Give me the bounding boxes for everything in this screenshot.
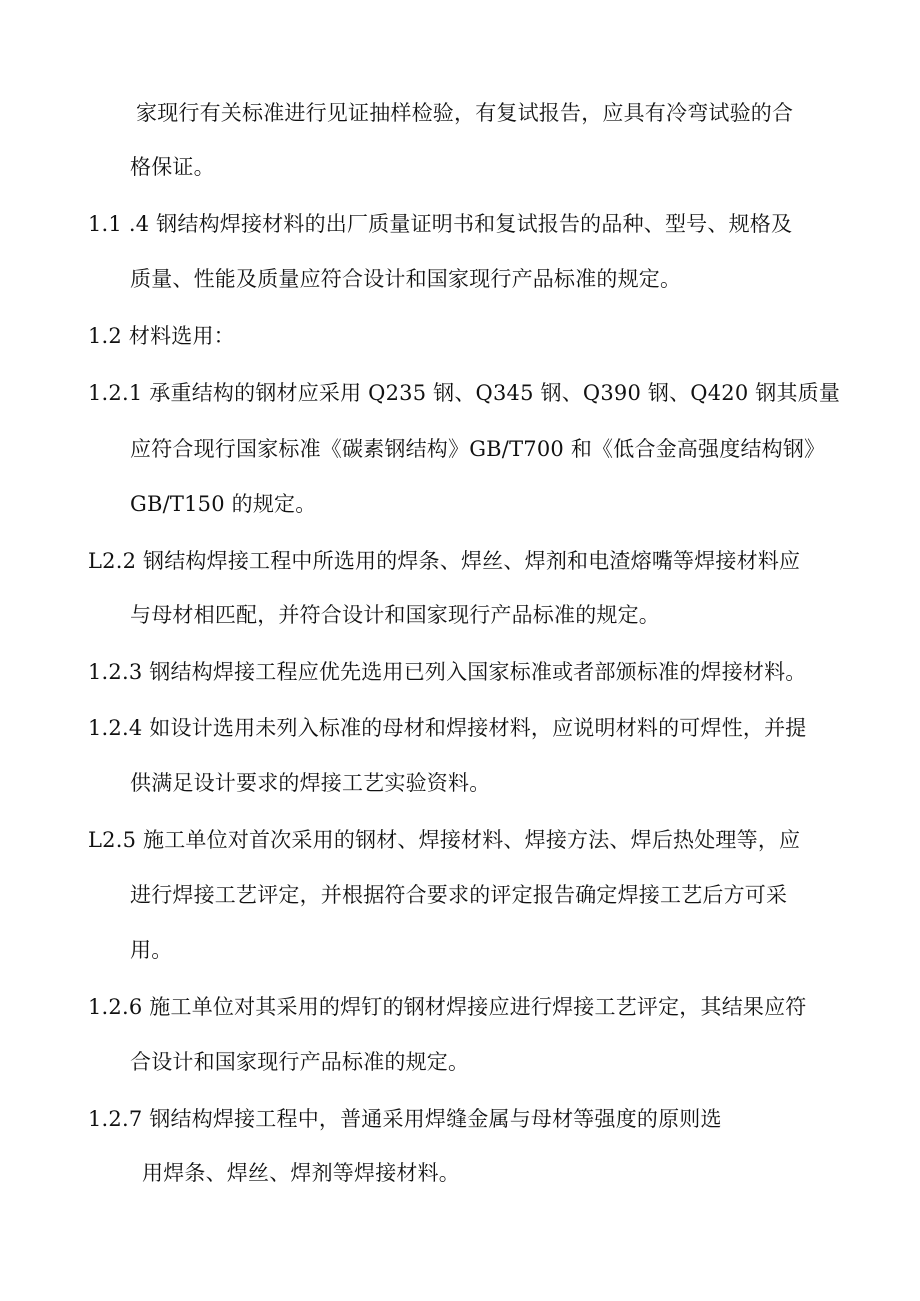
text-line: 1.2.7 钢结构焊接工程中，普通采用焊缝金属与母材等强度的原则选 <box>88 1107 722 1131</box>
text-line: L2.5 施工单位对首次采用的钢材、焊接材料、焊接方法、焊后热处理等，应 <box>88 828 801 852</box>
text-line: 用。 <box>130 938 173 962</box>
text-line: 格保证。 <box>130 155 215 179</box>
text-line: 合设计和国家现行产品标准的规定。 <box>130 1050 470 1074</box>
text-line: L2.2 钢结构焊接工程中所选用的焊条、焊丝、焊剂和电渣熔嘴等焊接材料应 <box>88 549 801 573</box>
text-line: 用焊条、焊丝、焊剂等焊接材料。 <box>142 1161 460 1185</box>
text-line: 1.2.3 钢结构焊接工程应优先选用已列入国家标准或者部颁标准的焊接材料。 <box>88 660 807 684</box>
text-line: 1.2.6 施工单位对其采用的焊钉的钢材焊接应进行焊接工艺评定，其结果应符 <box>88 995 807 1019</box>
text-line: GB/T150 的规定。 <box>130 492 317 516</box>
text-line: 1.2.4 如设计选用未列入标准的母材和焊接材料，应说明材料的可焊性，并提 <box>88 716 807 740</box>
text-line: 进行焊接工艺评定，并根据符合要求的评定报告确定焊接工艺后方可采 <box>130 883 788 907</box>
text-line: 质量、性能及质量应符合设计和国家现行产品标准的规定。 <box>130 267 682 291</box>
text-line: 应符合现行国家标准《碳素钢结构》GB/T700 和《低合金高强度结构钢》 <box>130 437 826 461</box>
text-line: 1.2 材料选用： <box>88 324 235 348</box>
text-line: 与母材相匹配，并符合设计和国家现行产品标准的规定。 <box>130 603 660 627</box>
text-line: 家现行有关标准进行见证抽样检验，有复试报告，应具有冷弯试验的合 <box>136 101 794 125</box>
text-line: 1.1 .4 钢结构焊接材料的出厂质量证明书和复试报告的品种、型号、规格及 <box>88 212 793 236</box>
text-line: 1.2.1 承重结构的钢材应采用 Q235 钢、Q345 钢、Q390 钢、Q420 钢其质量 <box>88 381 841 405</box>
text-line: 供满足设计要求的焊接工艺实验资料。 <box>130 771 491 795</box>
